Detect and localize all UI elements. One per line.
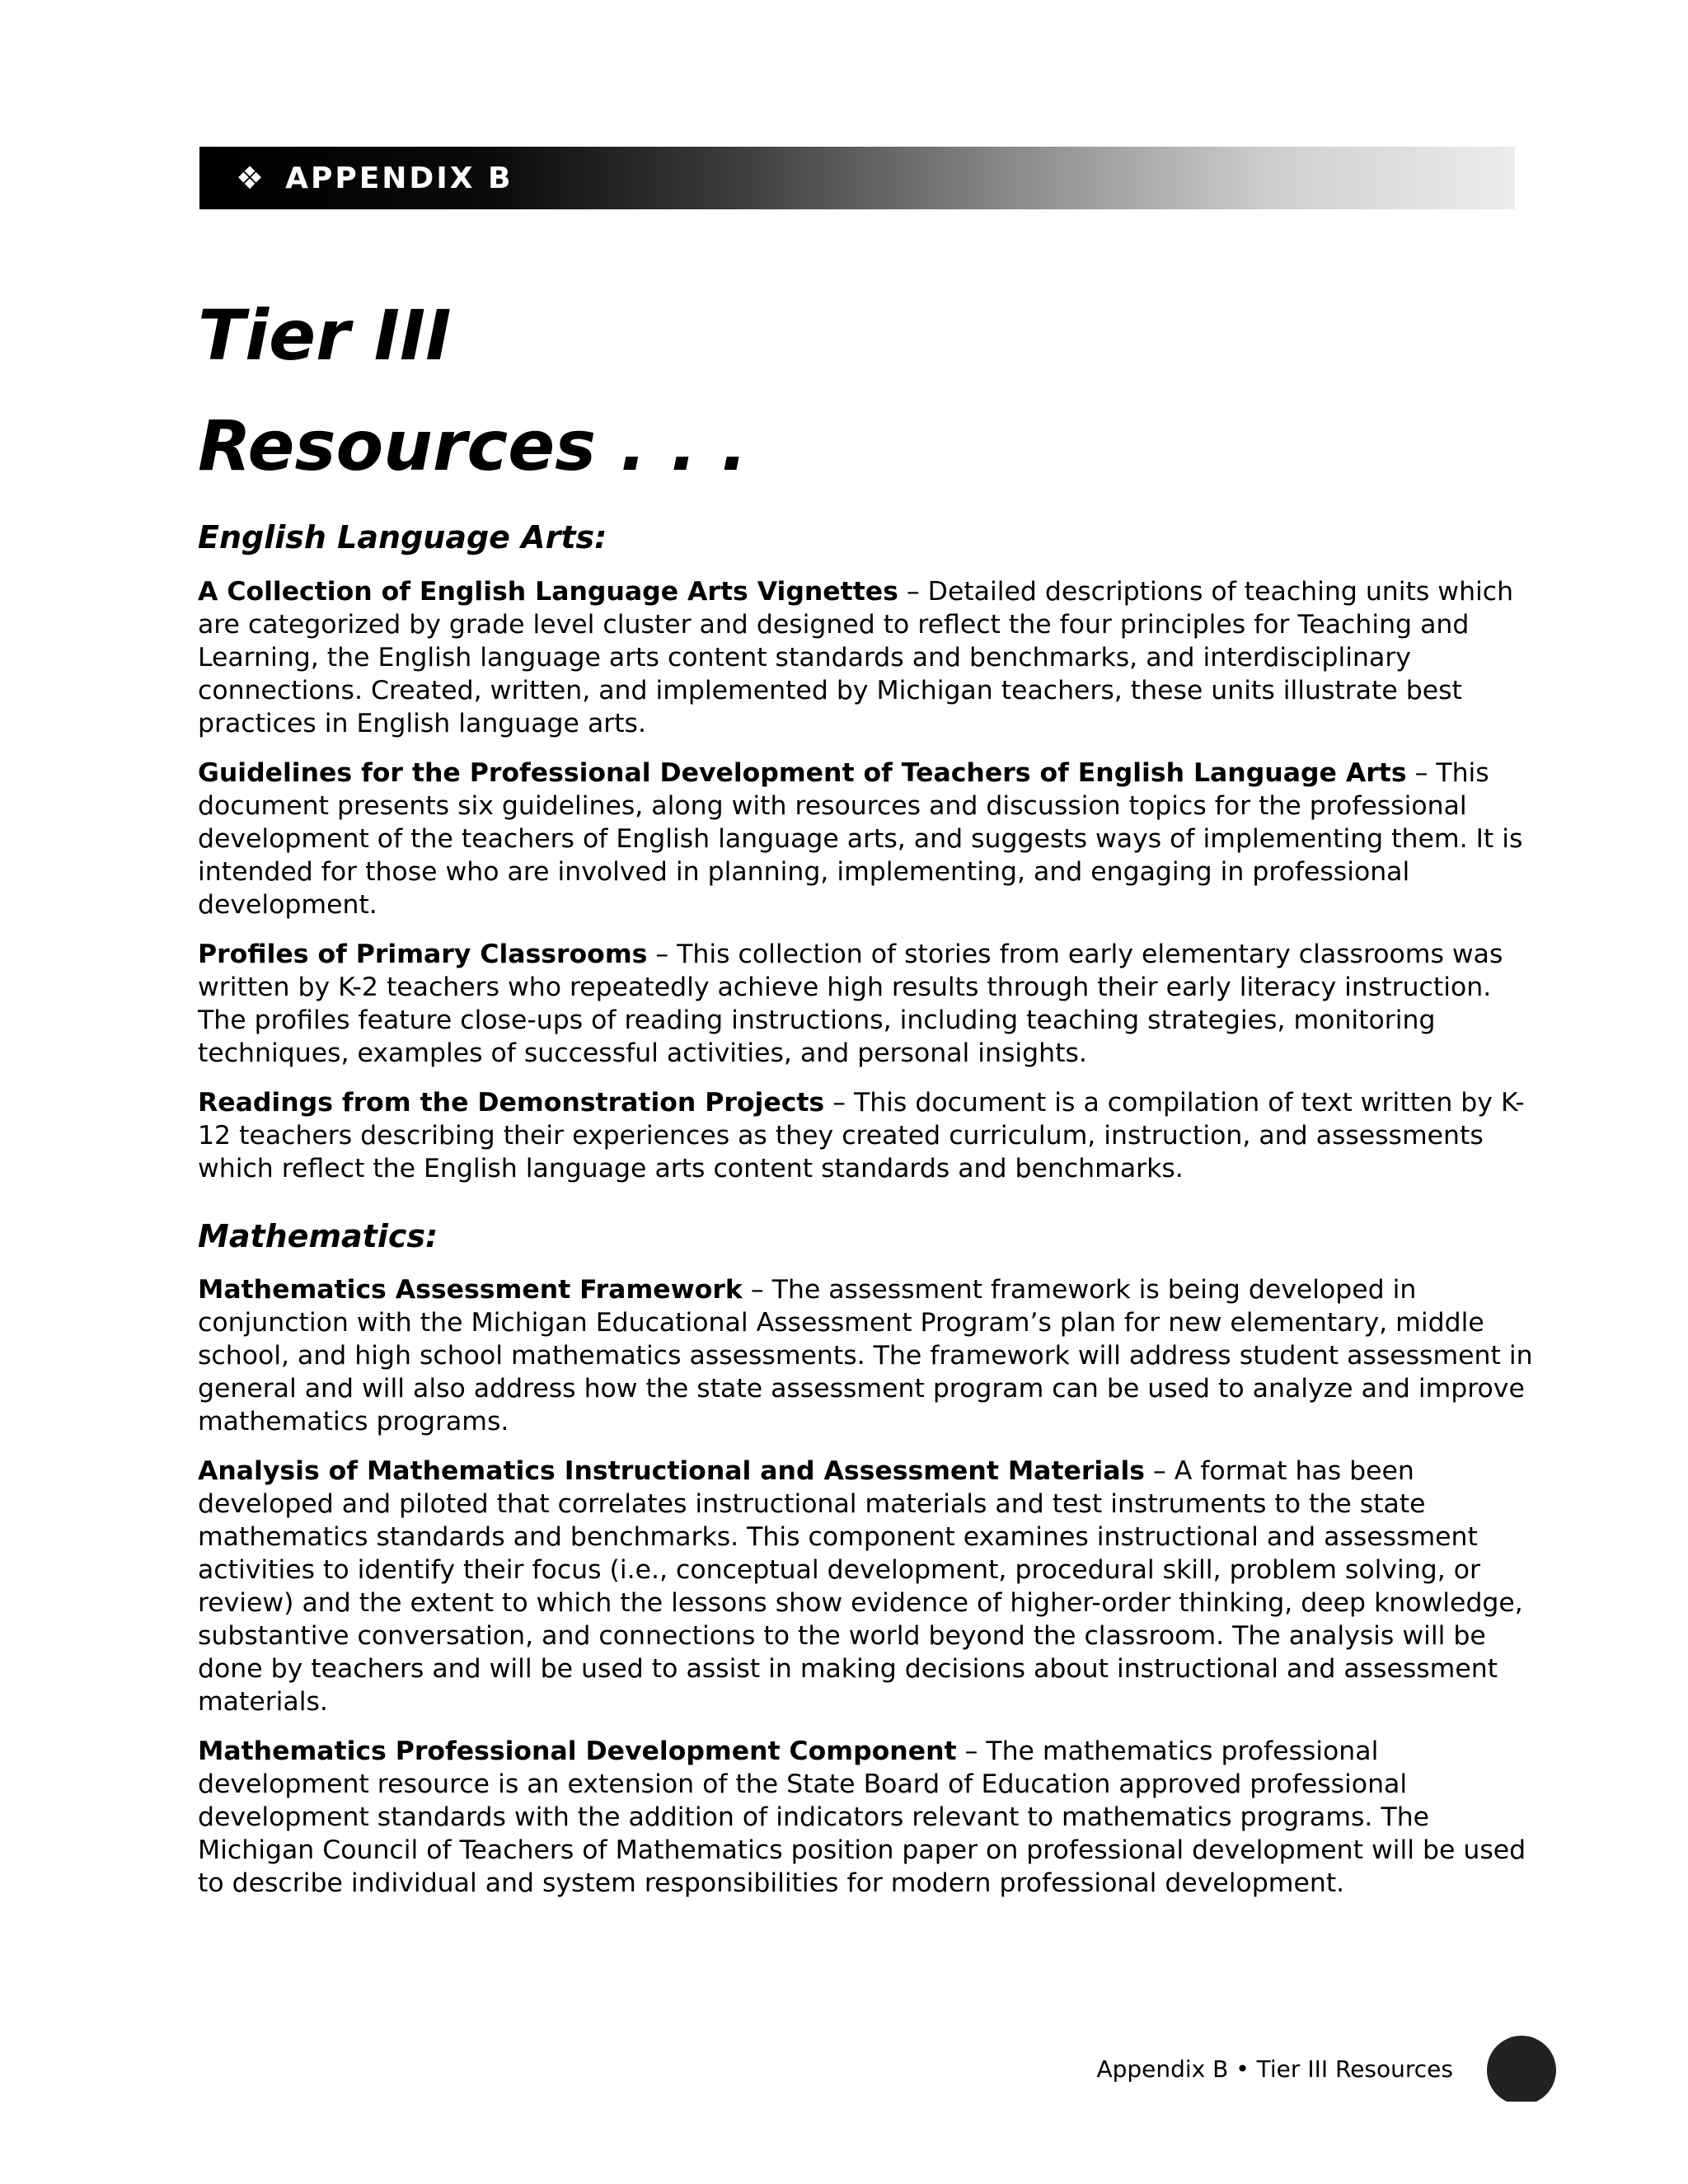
resource-entry (198, 1273, 1533, 1438)
page-title (198, 280, 748, 501)
resource-title: Mathematics Professional Development Component (198, 1736, 957, 1767)
resource-title: Analysis of Mathematics Instructional and Assessment Materials (198, 1456, 1145, 1487)
resource-description: – This document presents six guidelines, along with resources and discussion topics for the professional development of the teachers of English language arts, and suggests ways of implementing them. It is intended for those who are involved in planning, implementing, and engaging in professional development. (198, 757, 1523, 920)
appendix-banner (199, 147, 1515, 209)
resource-entry (198, 1086, 1533, 1185)
section-heading: English Language Arts: (198, 519, 607, 555)
resource-title: Readings from the Demonstration Projects (198, 1087, 825, 1118)
resource-description: – The assessment framework is being developed in conjunction with the Michigan Educational Assessment Program’s plan for new elementary, middle school, and high school mathematics assessments. The framework will address student assessment in general and will also address how the state assessment program can be used to analyze and improve mathematics programs. (198, 1275, 1533, 1437)
resource-description: – The mathematics professional development resource is an extension of the State Board of Education approved professional development standards with the addition of indicators relevant to mathematics programs. The Michigan Council of Teachers of Mathematics position paper on professional development will be used to describe individual and system responsibilities for modern professional development. (198, 1736, 1526, 1899)
page-title-line-2: Resources . . . (198, 405, 748, 486)
footer-running-title: Appendix B • Tier III Resources (1096, 2055, 1453, 2083)
resource-description: – Detailed descriptions of teaching units which are categorized by grade level cluster and designed to reflect the four principles for Teaching and Learning, the English language arts content standards and benchmarks, and interdisciplinary connections. Created, written, and implemented by Michigan teachers, these units illustrate best practices in English language arts. (198, 576, 1514, 738)
page-title-line-1: Tier III (198, 295, 452, 376)
resource-description: – This collection of stories from early elementary classrooms was written by K-2 teachers who repeatedly achieve high results through their early literacy instruction. The profiles feature close-ups of reading instructions, including teaching strategies, monitoring techniques, examples of successful activities, and personal insights. (198, 939, 1503, 1068)
page-footer (1071, 2036, 1556, 2102)
resource-entry (198, 1735, 1533, 1900)
resource-entry (198, 938, 1533, 1070)
resource-entry (198, 575, 1533, 740)
section-heading: Mathematics: (198, 1217, 438, 1254)
resource-entry (198, 757, 1533, 921)
appendix-label: APPENDIX B (285, 161, 513, 195)
page-number-circle-icon (1487, 2036, 1556, 2102)
content (198, 519, 1533, 1916)
resource-title: A Collection of English Language Arts Vignettes (198, 576, 898, 607)
resource-title: Profiles of Primary Classrooms (198, 939, 648, 969)
section-mathematics (198, 1218, 1533, 1900)
diamond-ornament-icon: ❖ (236, 160, 265, 196)
resource-description: – A format has been developed and piloted that correlates instructional materials and test instruments to the state mathematics standards and benchmarks. This component examines instructional and assessment activities to identify their focus (i.e., conceptual development, procedural skill, problem solving, or review) and the extent to which the lessons show evidence of higher-order thinking, deep knowledge, substantive conversation, and connections to the world beyond the classroom. The analysis will be done by teachers and will be used to assist in making decisions about instructional and assessment materials. (198, 1456, 1523, 1718)
section-english-language-arts (198, 519, 1533, 1185)
resource-entry (198, 1455, 1533, 1718)
resource-description: – This document is a compilation of text written by K-12 teachers describing their experiences as they created curriculum, instruction, and assessments which reflect the English language arts content standards and benchmarks. (198, 1087, 1525, 1183)
resource-title: Guidelines for the Professional Development of Teachers of English Language Arts (198, 757, 1407, 788)
resource-title: Mathematics Assessment Framework (198, 1275, 743, 1305)
